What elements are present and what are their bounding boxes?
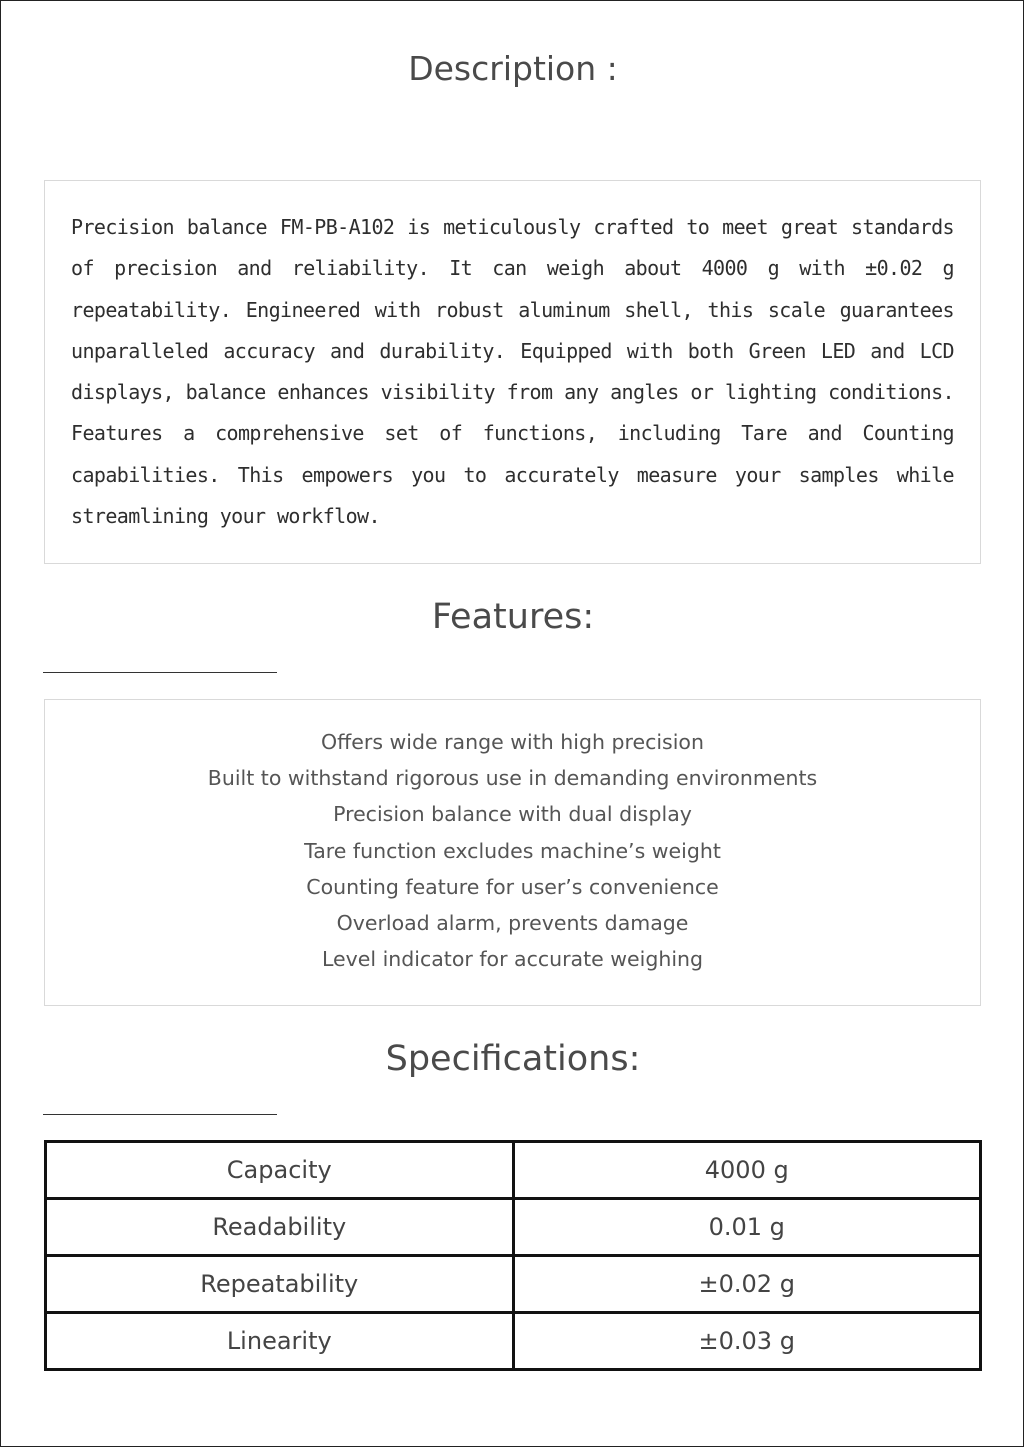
features-heading: Features: [431, 597, 595, 637]
feature-item: Precision balance with dual display [333, 802, 692, 827]
feature-item: Counting feature for user’s convenience [306, 874, 719, 899]
table-row [46, 1313, 981, 1370]
description-box [44, 180, 981, 564]
feature-item: Level indicator for accurate weighing [321, 947, 704, 972]
feature-item: Built to withstand rigorous use in demanding environments [207, 766, 818, 791]
spec-value: ±0.03 g [513, 1313, 981, 1370]
features-list [45, 724, 980, 977]
table-row [46, 1256, 981, 1313]
feature-item: Overload alarm, prevents damage [336, 911, 689, 936]
spec-label: Readability [46, 1199, 514, 1256]
specifications-heading: Specifications: [385, 1039, 641, 1079]
spec-value: 4000 g [513, 1142, 981, 1199]
spec-label: Repeatability [46, 1256, 514, 1313]
spec-value: 0.01 g [513, 1199, 981, 1256]
description-text: Precision balance FM-PB-A102 is meticulously crafted to meet great standards of precision and reliability. It can weigh about 4000 g with ±0.02 g repeatability. Engineered with robust aluminum shell, this scale guarantees unparalleled accuracy and durability. Equipped with both Green LED and LCD displays, balance enhances visibility from any angles or lighting conditions. Features a comprehensive set of functions, including Tare and Counting capabilities. This empowers you to accurately measure your samples while streamlining your workflow. [71, 215, 954, 529]
description-heading: Description : [408, 49, 618, 88]
features-box [44, 699, 981, 1006]
spec-label: Capacity [46, 1142, 514, 1199]
table-row [46, 1142, 981, 1199]
feature-item: Offers wide range with high precision [321, 730, 704, 754]
features-divider [43, 672, 277, 673]
specifications-divider [43, 1114, 277, 1115]
table-row [46, 1199, 981, 1256]
spec-label: Linearity [46, 1313, 514, 1370]
feature-item: Tare function excludes machine’s weight [304, 838, 721, 863]
spec-value: ±0.02 g [513, 1256, 981, 1313]
specifications-table [44, 1140, 982, 1371]
